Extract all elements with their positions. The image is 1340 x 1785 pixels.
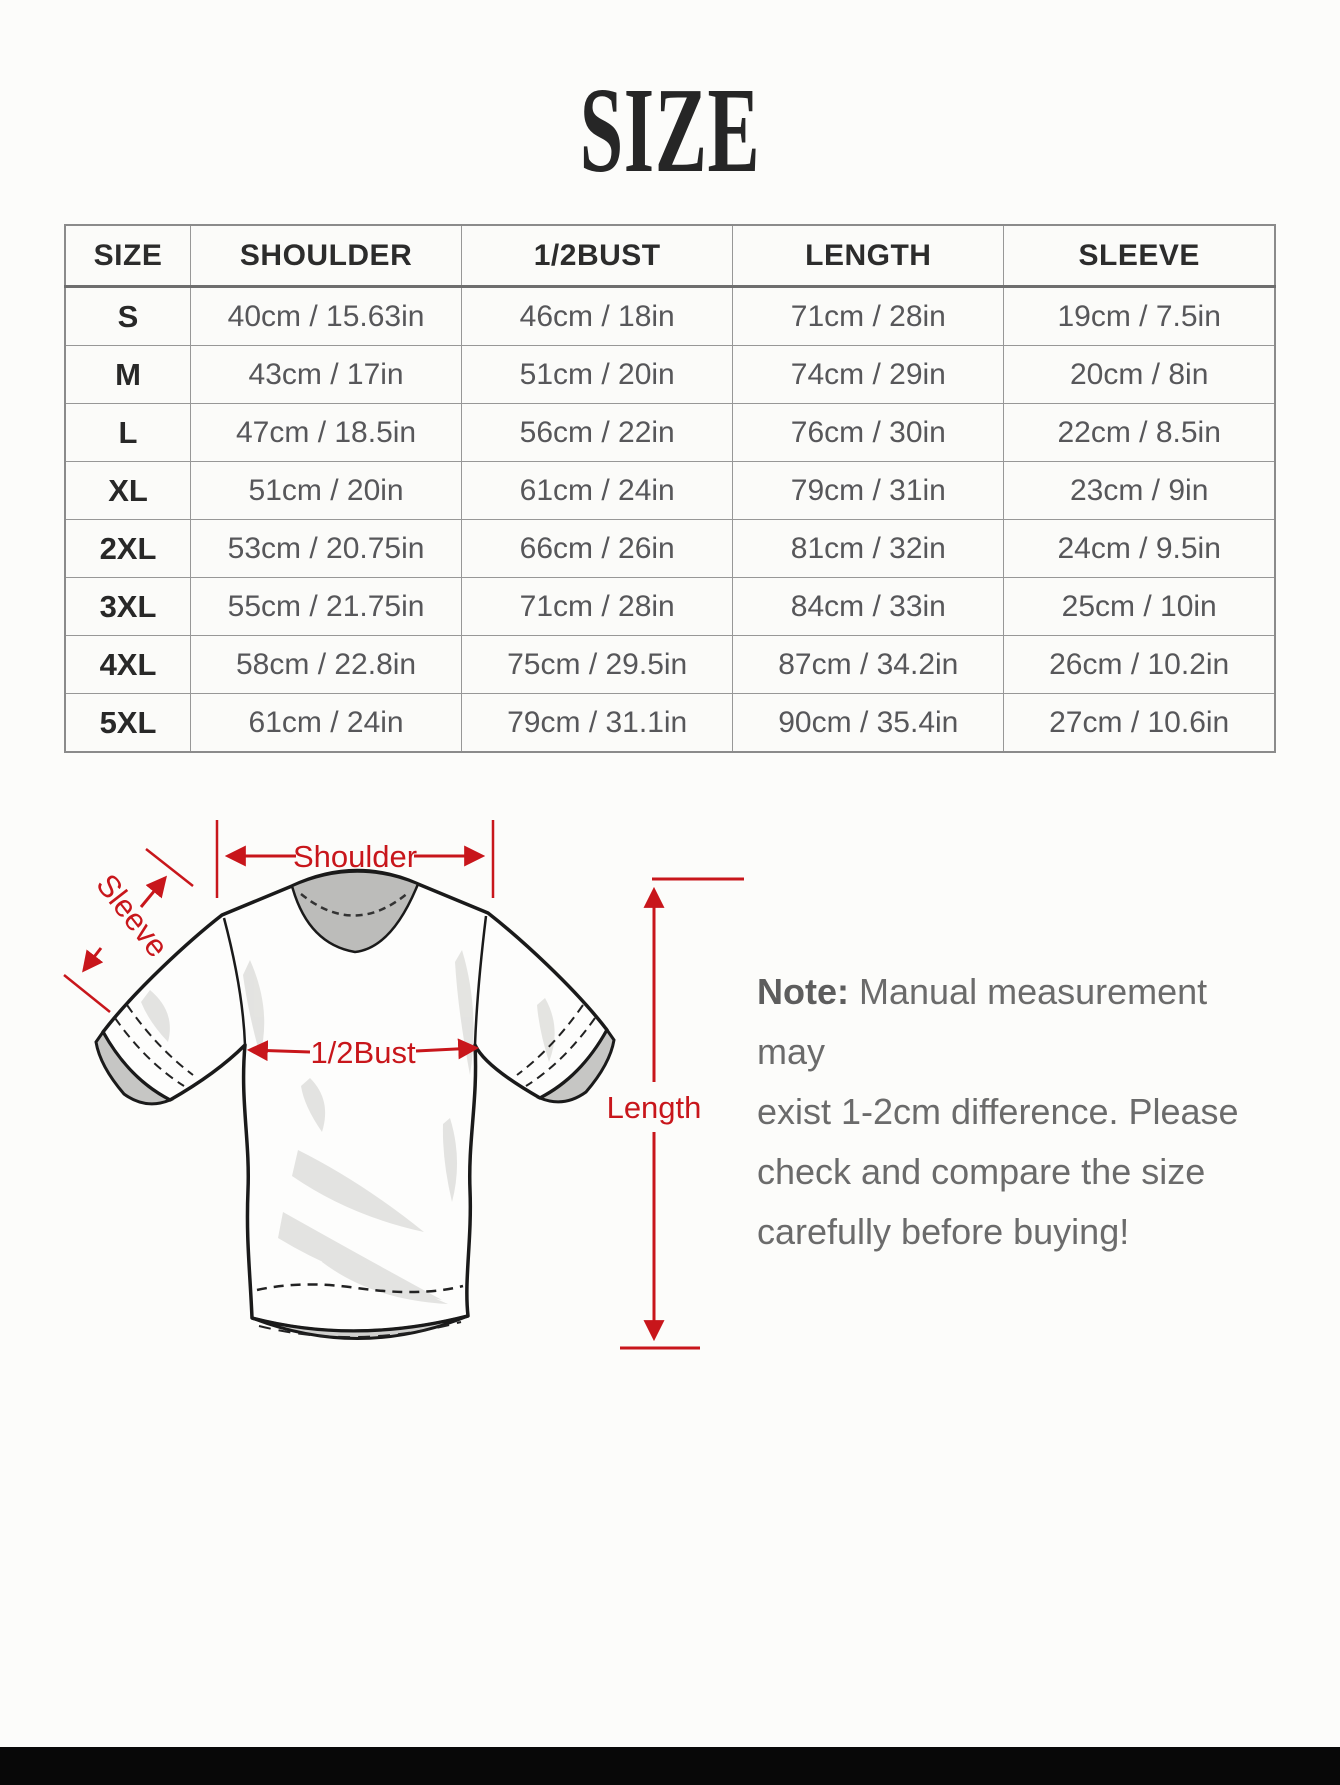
note-label: Note: <box>757 971 849 1012</box>
column-header: LENGTH <box>733 225 1004 287</box>
table-row <box>65 462 1275 520</box>
measurement-cell: 75cm / 29.5in <box>462 636 733 694</box>
measurement-cell: 40cm / 15.63in <box>191 287 462 346</box>
size-cell: 5XL <box>65 694 191 753</box>
size-chart-title: SIZE <box>579 63 761 198</box>
table-row <box>65 520 1275 578</box>
size-cell: 2XL <box>65 520 191 578</box>
size-table <box>64 224 1276 753</box>
size-cell: 3XL <box>65 578 191 636</box>
measurement-cell: 81cm / 32in <box>733 520 1004 578</box>
measurement-cell: 51cm / 20in <box>462 346 733 404</box>
measurement-cell: 43cm / 17in <box>191 346 462 404</box>
table-row <box>65 578 1275 636</box>
measurement-cell: 27cm / 10.6in <box>1004 694 1275 753</box>
bust-left-arrow <box>250 1050 310 1052</box>
measurement-cell: 79cm / 31.1in <box>462 694 733 753</box>
column-header: SLEEVE <box>1004 225 1275 287</box>
table-row <box>65 346 1275 404</box>
measurement-cell: 87cm / 34.2in <box>733 636 1004 694</box>
measurement-cell: 61cm / 24in <box>462 462 733 520</box>
shoulder-label: Shoulder <box>292 839 418 874</box>
measurement-cell: 46cm / 18in <box>462 287 733 346</box>
size-cell: M <box>65 346 191 404</box>
measurement-cell: 26cm / 10.2in <box>1004 636 1275 694</box>
note-line: exist 1-2cm difference. Please <box>757 1091 1239 1132</box>
measurement-cell: 24cm / 9.5in <box>1004 520 1275 578</box>
sleeve-label: Sleeve <box>89 867 176 964</box>
measurement-note <box>757 962 1277 1262</box>
bust-label: 1/2Bust <box>310 1035 416 1070</box>
measurement-cell: 84cm / 33in <box>733 578 1004 636</box>
sleeve-top-tick <box>146 849 193 886</box>
note-line: Note: Manual measurement may <box>757 971 1208 1072</box>
measurement-cell: 56cm / 22in <box>462 404 733 462</box>
measurement-cell: 55cm / 21.75in <box>191 578 462 636</box>
measurement-cell: 19cm / 7.5in <box>1004 287 1275 346</box>
column-header: 1/2BUST <box>462 225 733 287</box>
measurement-cell: 61cm / 24in <box>191 694 462 753</box>
measurement-cell: 71cm / 28in <box>733 287 1004 346</box>
table-row <box>65 404 1275 462</box>
measurement-cell: 47cm / 18.5in <box>191 404 462 462</box>
measurement-cell: 79cm / 31in <box>733 462 1004 520</box>
bottom-black-bar <box>0 1747 1340 1785</box>
note-line: carefully before buying! <box>757 1211 1130 1252</box>
measurement-cell: 51cm / 20in <box>191 462 462 520</box>
size-cell: S <box>65 287 191 346</box>
size-cell: XL <box>65 462 191 520</box>
measurement-cell: 66cm / 26in <box>462 520 733 578</box>
measurement-cell: 76cm / 30in <box>733 404 1004 462</box>
length-annotation <box>607 879 744 1348</box>
measurement-cell: 23cm / 9in <box>1004 462 1275 520</box>
measurement-cell: 58cm / 22.8in <box>191 636 462 694</box>
size-table-header-row <box>65 225 1275 287</box>
note-line: check and compare the size <box>757 1151 1206 1192</box>
size-table-container <box>64 224 1276 753</box>
measurement-cell: 90cm / 35.4in <box>733 694 1004 753</box>
size-table-body <box>65 287 1275 753</box>
measurement-cell: 25cm / 10in <box>1004 578 1275 636</box>
size-cell: 4XL <box>65 636 191 694</box>
measurement-cell: 22cm / 8.5in <box>1004 404 1275 462</box>
sleeve-bottom-tick <box>64 975 110 1012</box>
measurement-cell: 74cm / 29in <box>733 346 1004 404</box>
measurement-cell: 53cm / 20.75in <box>191 520 462 578</box>
measurement-cell: 20cm / 8in <box>1004 346 1275 404</box>
table-row <box>65 636 1275 694</box>
size-cell: L <box>65 404 191 462</box>
table-row <box>65 287 1275 346</box>
column-header: SHOULDER <box>191 225 462 287</box>
length-label: Length <box>606 1090 702 1125</box>
sleeve-lower-arrow <box>84 948 101 970</box>
table-row <box>65 694 1275 753</box>
measurement-cell: 71cm / 28in <box>462 578 733 636</box>
column-header: SIZE <box>65 225 191 287</box>
